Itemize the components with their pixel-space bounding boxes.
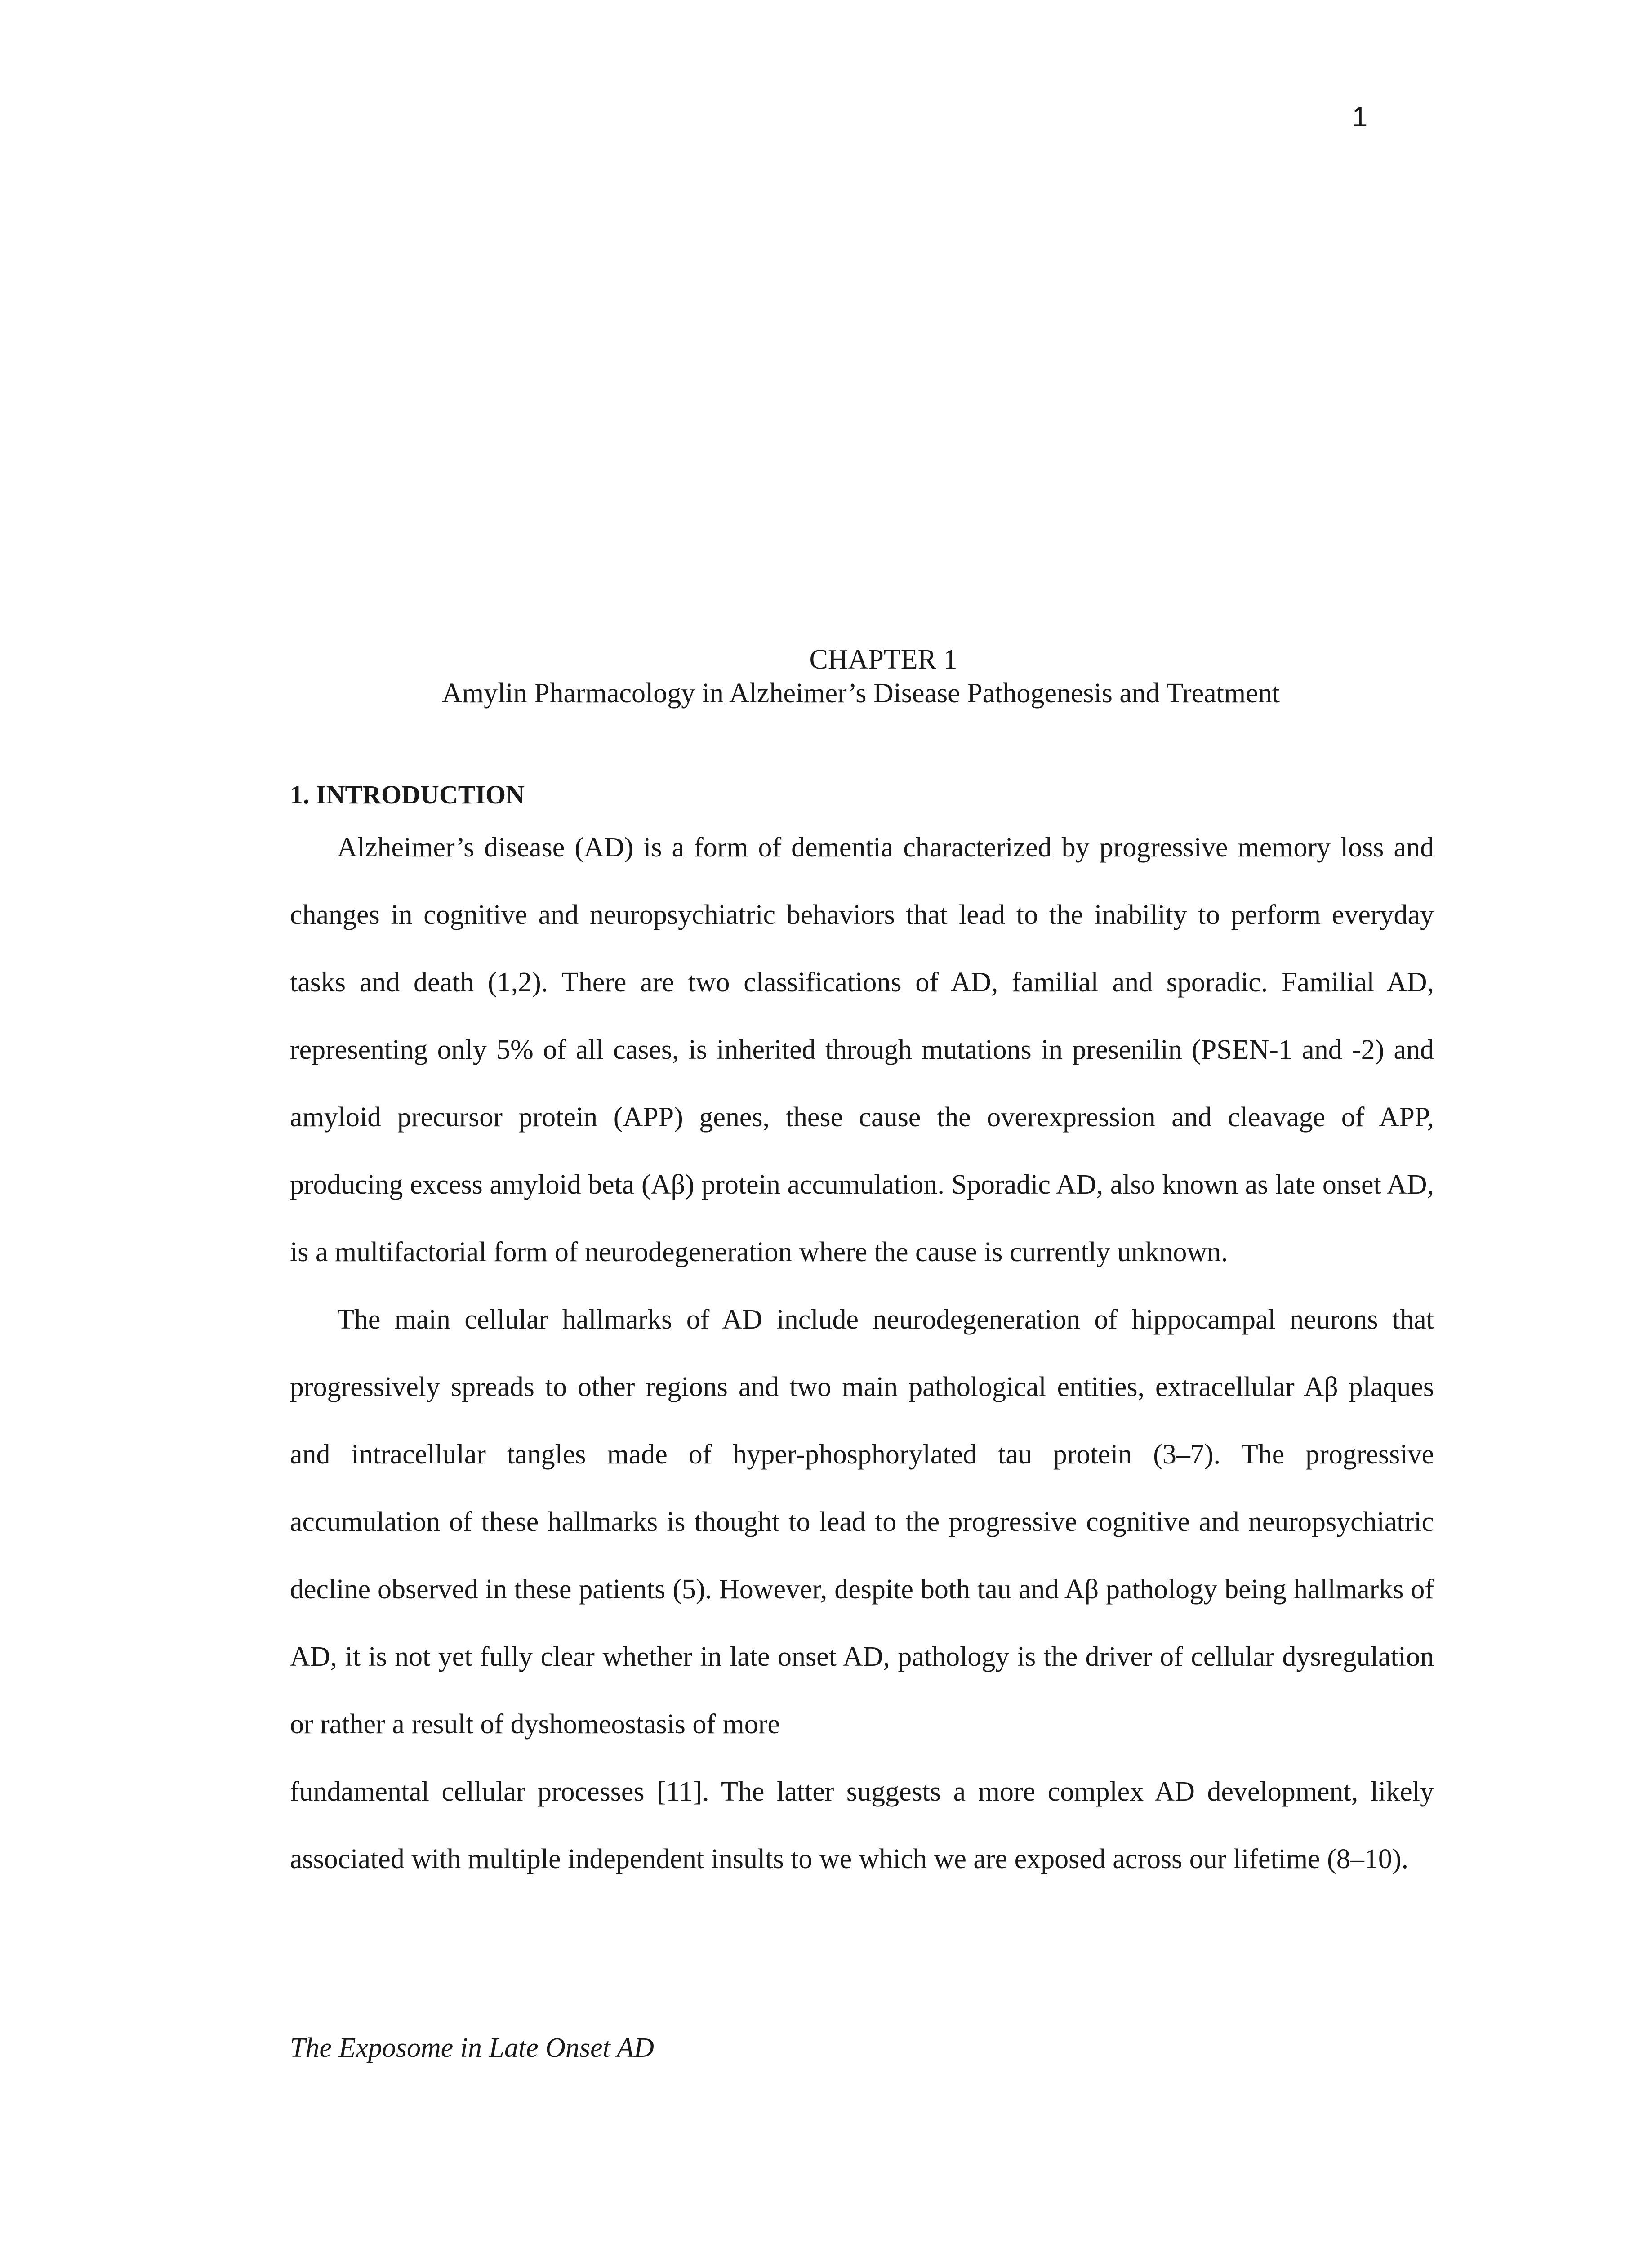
paragraph-text: Alzheimer’s disease (AD) is a form of dementia characterized by progressive memory loss and changes in cognitive and neuropsychiatric behaviors that lead to the inability to perform everyday tasks and death (1,2). There are two classifications of AD, familial and sporadic. Familial AD, representing only 5% of all cases, is inherited through mutations in presenilin (PSEN-1 and -2) and amyloid precursor protein (APP) genes, these cause the overexpression and cleavage of APP, producing excess amyloid beta (Aβ) protein accumulation. Sporadic AD, also known as late onset AD, is a multifactorial form of neurodegeneration where the cause is currently unknown. xyxy=(290,832,1434,1267)
chapter-label: CHAPTER 1 xyxy=(809,644,957,675)
body-paragraph-2 xyxy=(290,1286,1434,1893)
body-paragraph-1 xyxy=(290,814,1434,1286)
chapter-title: Amylin Pharmacology in Alzheimer’s Disease Pathogenesis and Treatment xyxy=(442,678,1280,709)
subsection-heading-exposome: The Exposome in Late Onset AD xyxy=(290,2033,654,2063)
paragraph-text-continued: fundamental cellular processes [11]. The latter suggests a more complex AD development, likely associated with multiple independent insults to we which we are exposed across our lifetime (8–10). xyxy=(290,1776,1434,1874)
page-number: 1 xyxy=(1352,102,1368,133)
paragraph-text: The main cellular hallmarks of AD include neurodegeneration of hippocampal neurons that progressively spreads to other regions and two main pathological entities, extracellular Aβ plaques and intracellular tangles made of hyper-phosphorylated tau protein (3–7). The progressive accumulation of these hallmarks is thought to lead to the progressive cognitive and neuropsychiatric decline observed in these patients (5). However, despite both tau and Aβ pathology being hallmarks of AD, it is not yet fully clear whether in late onset AD, pathology is the driver of cellular dysregulation or rather a result of dyshomeostasis of more xyxy=(290,1304,1434,1740)
chapter-heading xyxy=(288,643,1434,710)
section-heading-introduction: 1. INTRODUCTION xyxy=(290,780,525,809)
